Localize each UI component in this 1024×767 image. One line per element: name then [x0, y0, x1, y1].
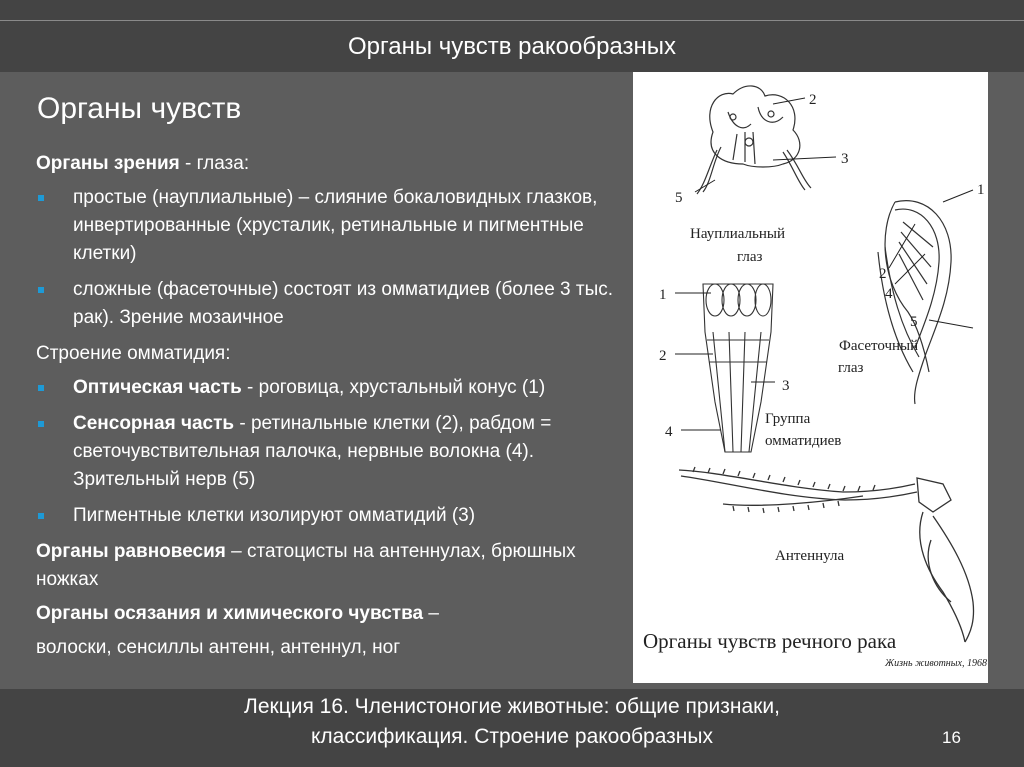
- bullet-compound-eyes: [36, 276, 626, 332]
- pigment-text: Пигментные клетки изолируют омматидий (3): [73, 505, 476, 526]
- touch-label: Органы осязания и химического чувства: [36, 603, 424, 624]
- figure-main-caption: Органы чувств речного рака: [643, 629, 897, 653]
- optical-rest: - роговица, хрустальный конус (1): [241, 377, 546, 398]
- top-rule: [0, 20, 1024, 21]
- touch-heading: [36, 600, 626, 628]
- bullet-marker: [38, 287, 44, 293]
- footer-line-1: Лекция 16. Членистоногие животные: общие признаки,: [244, 695, 780, 718]
- bullet-pigment: [36, 502, 626, 530]
- vision-label: Органы зрения: [36, 153, 180, 174]
- touch-dash: –: [423, 603, 439, 624]
- balance-paragraph: [36, 538, 626, 594]
- ommatidia-drawing: [703, 284, 773, 452]
- sensory-rest: - ретинальные клетки (2), рабдом = светочувствительная палочка, нервные волокна (4). Зрительный нерв (5): [73, 413, 552, 490]
- naupliar-label-5: 5: [675, 190, 683, 206]
- figure-panel: [633, 72, 988, 683]
- section-title: Органы чувств: [37, 92, 242, 125]
- bullet-marker: [38, 195, 44, 201]
- naupliar-eye-drawing: [697, 86, 811, 194]
- sensory-label: Сенсорная часть: [73, 413, 235, 434]
- facet-caption-2: глаз: [838, 360, 864, 376]
- facet-label-4: 4: [885, 286, 893, 302]
- ommatidium-heading: Строение омматидия:: [36, 343, 231, 364]
- group-caption-1: Группа: [765, 411, 811, 427]
- balance-rest: – статоцисты на антеннулах, брюшных ножках: [36, 541, 576, 590]
- balance-label: Органы равновесия: [36, 541, 226, 562]
- bullet-sensory: [36, 410, 626, 494]
- text-block: [36, 150, 626, 662]
- vision-rest: - глаза:: [179, 153, 250, 174]
- facet-eye-drawing: [878, 201, 951, 404]
- slide-number: 16: [942, 728, 961, 747]
- facet-label-1: 1: [977, 182, 985, 198]
- naupliar-label-3: 3: [841, 151, 849, 167]
- ommatidia-label-1: 1: [659, 287, 667, 303]
- bullet-compound-text: сложные (фасеточные) состоят из омматидиев (более 3 тыс. рак). Зрение мозаичное: [73, 279, 614, 328]
- figure-source: Жизнь животных, 1968: [885, 658, 987, 669]
- naupliar-caption-1: Науплиальный: [690, 226, 786, 242]
- facet-caption-1: Фасеточный: [839, 338, 919, 354]
- facet-label-5: 5: [910, 314, 918, 330]
- bullet-marker: [38, 385, 44, 391]
- naupliar-caption-2: глаз: [737, 249, 763, 265]
- touch-text: волоски, сенсиллы антенн, антеннул, ног: [36, 637, 401, 658]
- ommatidia-label-3: 3: [782, 378, 790, 394]
- footer-line-2: классификация. Строение ракообразных: [311, 725, 713, 748]
- footer-title: [0, 692, 1024, 752]
- naupliar-label-2: 2: [809, 92, 817, 108]
- bullet-optical: [36, 374, 626, 402]
- vision-paragraph: [36, 150, 626, 178]
- bullet-marker: [38, 421, 44, 427]
- group-caption-2: омматидиев: [765, 433, 842, 449]
- bullet-marker: [38, 513, 44, 519]
- antennule-caption: Антеннула: [775, 548, 845, 564]
- slide-header: Органы чувств ракообразных: [348, 33, 676, 60]
- facet-label-2: 2: [879, 266, 887, 282]
- bullet-simple-text: простые (науплиальные) – слияние бокаловидных глазков, инвертированные (хрусталик, ретинальные и пигментные клетки): [73, 187, 598, 264]
- sense-organs-figure: [633, 72, 988, 683]
- ommatidia-label-2: 2: [659, 348, 667, 364]
- ommatidia-label-4: 4: [665, 424, 673, 440]
- optical-label: Оптическая часть: [73, 377, 242, 398]
- naupliar-pointers: [695, 98, 836, 192]
- bullet-simple-eyes: [36, 184, 626, 268]
